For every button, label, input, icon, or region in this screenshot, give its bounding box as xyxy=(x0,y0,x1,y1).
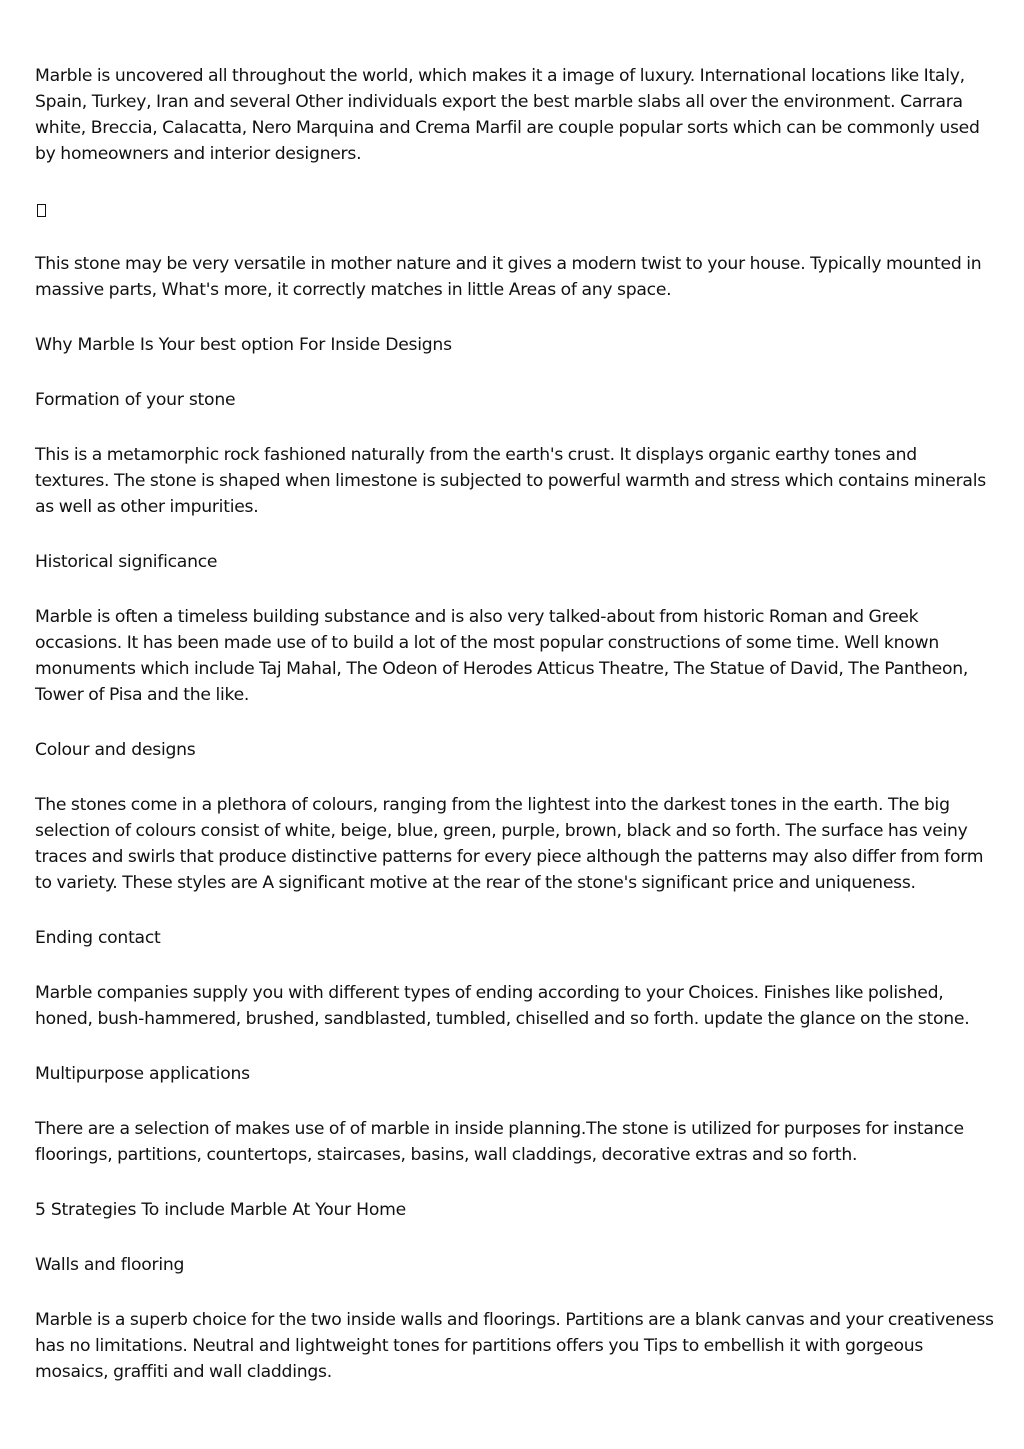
multipurpose-paragraph: There are a selection of makes use of of marble in inside planning.The stone is utilized for purposes for instance floorings, partitions, countertops, staircases, basins, wall claddings, decorative extras and so forth. xyxy=(35,1119,964,1165)
colour-paragraph: The stones come in a plethora of colours, ranging from the lightest into the darkest tones in the earth. The big selection of colours consist of white, beige, blue, green, purple, brown, black and so forth. The surface has veiny traces and swirls that produce distinctive patterns for every piece although the patterns may also differ from form to variety. These styles are A significant motive at the rear of the stone's significant price and uniqueness. xyxy=(35,795,984,893)
ending-paragraph: Marble companies supply you with different types of ending according to your Choices. Finishes like polished, honed, bush-hammered, brushed, sandblasted, tumbled, chiselled and so forth. update the glance on the stone. xyxy=(35,983,970,1029)
walls-paragraph: Marble is a superb choice for the two inside walls and floorings. Partitions are a blank canvas and your creativeness has no limitations. Neutral and lightweight tones for partitions offers you Tips to embellish it with gorgeous mosaics, graffiti and wall claddings. xyxy=(35,1310,994,1382)
strategies-heading: 5 Strategies To include Marble At Your Home xyxy=(35,1200,406,1220)
formation-paragraph: This is a metamorphic rock fashioned naturally from the earth's crust. It displays organic earthy tones and textures. The stone is shaped when limestone is subjected to powerful warmth and stress which contains minerals as well as other impurities. xyxy=(35,445,986,517)
intro-paragraph: Marble is uncovered all throughout the world, which makes it a image of luxury. International locations like Italy, Spain, Turkey, Iran and several Other individuals export the best marble slabs all over the environment. Carrara white, Breccia, Calacatta, Nero Marquina and Crema Marfil are couple popular sorts which can be commonly used by homeowners and interior designers. xyxy=(35,66,980,164)
historical-heading: Historical significance xyxy=(35,552,218,572)
missing-glyph-line xyxy=(35,196,995,222)
walls-heading: Walls and flooring xyxy=(35,1255,185,1275)
versatile-paragraph: This stone may be very versatile in mother nature and it gives a modern twist to your house. Typically mounted in massive parts, What's more, it correctly matches in little Areas of any space. xyxy=(35,254,982,300)
formation-heading: Formation of your stone xyxy=(35,390,236,410)
historical-paragraph: Marble is often a timeless building substance and is also very talked-about from historic Roman and Greek occasions. It has been made use of to build a lot of the most popular constructions of some time. Well known monuments which include Taj Mahal, The Odeon of Herodes Atticus Theatre, The Statue of David, The Pantheon, Tower of Pisa and the like. xyxy=(35,607,969,705)
article-body xyxy=(35,63,995,1414)
colour-heading: Colour and designs xyxy=(35,740,196,760)
why-marble-heading: Why Marble Is Your best option For Inside Designs xyxy=(35,335,452,355)
multipurpose-heading: Multipurpose applications xyxy=(35,1064,250,1084)
missing-glyph-icon xyxy=(37,204,46,217)
ending-heading: Ending contact xyxy=(35,928,161,948)
